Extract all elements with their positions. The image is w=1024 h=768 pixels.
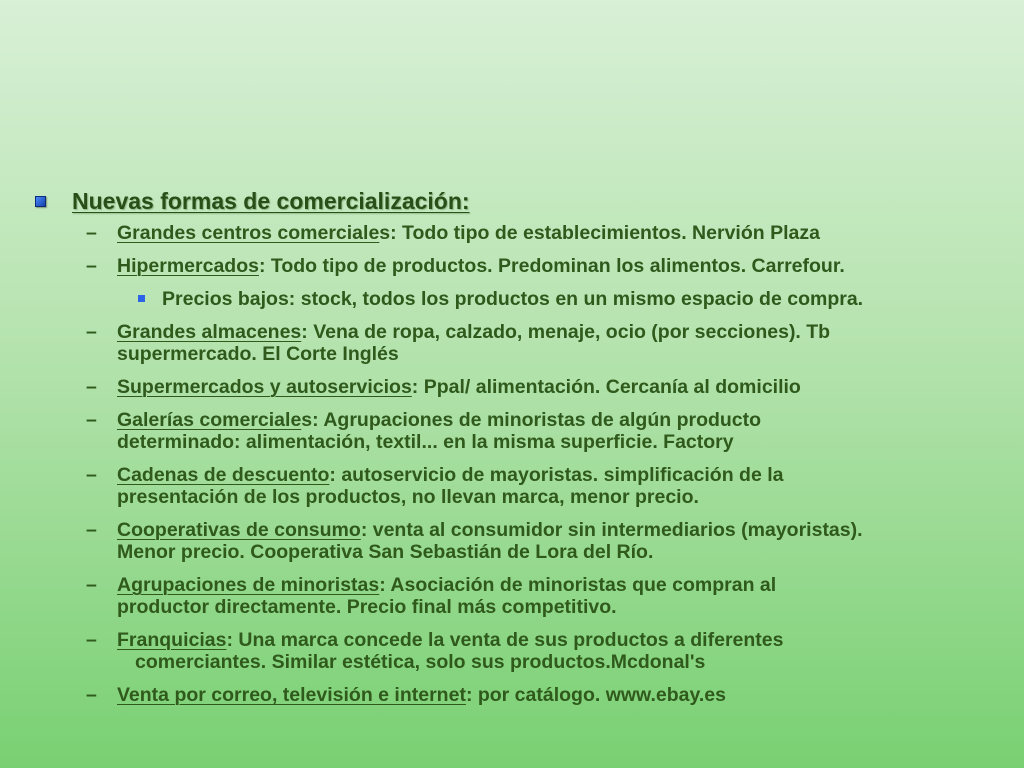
item-term: Grandes almacenes: [117, 321, 302, 343]
list-item: [30, 464, 1005, 508]
dash-bullet: –: [86, 464, 97, 486]
sub-list-item: [30, 288, 1005, 310]
item-term: Agrupaciones de minoristas: [117, 574, 380, 596]
dash-bullet: –: [86, 255, 97, 277]
dash-bullet: –: [86, 409, 97, 431]
list-item: [30, 376, 1005, 398]
list-item: [30, 409, 1005, 453]
item-text-continued: comerciantes. Similar estética, solo sus productos.Mcdonal's: [135, 651, 706, 673]
small-blue-square-bullet-icon: [138, 295, 145, 302]
item-text-continued: supermercado. El Corte Inglés: [117, 343, 399, 365]
item-text: : Todo tipo de productos. Predominan los alimentos. Carrefour.: [258, 255, 845, 277]
item-text-continued: presentación de los productos, no llevan marca, menor precio.: [117, 486, 699, 508]
item-term: Supermercados y autoservicios: [117, 376, 412, 398]
item-text: : autoservicio de mayoristas. simplificación de la: [329, 464, 784, 486]
main-bullet: [30, 184, 1005, 218]
dash-bullet: –: [86, 222, 97, 244]
list-item: [30, 222, 1005, 244]
item-text: : Ppal/ alimentación. Cercanía al domicilio: [411, 376, 801, 398]
item-text: : Una marca concede la venta de sus productos a diferentes: [226, 629, 784, 651]
item-term: Franquicias: [117, 629, 227, 651]
dash-bullet: –: [86, 574, 97, 596]
slide-content: [30, 184, 1005, 717]
list-item: [30, 629, 1005, 673]
item-term: Grandes centros comerciale: [117, 222, 380, 244]
list-item: [30, 519, 1005, 563]
sub-item-text: Precios bajos: stock, todos los productos en un mismo espacio de compra.: [162, 288, 864, 310]
dash-bullet: –: [86, 519, 97, 541]
dash-bullet: –: [86, 376, 97, 398]
dash-bullet: –: [86, 629, 97, 651]
list-item: [30, 574, 1005, 618]
list-item: [30, 255, 1005, 277]
item-term: Venta por correo, televisión e internet: [117, 684, 466, 706]
item-term: Cooperativas de consumo: [117, 519, 361, 541]
item-term: Galerías comerciale: [117, 409, 302, 431]
dash-bullet: –: [86, 321, 97, 343]
item-text: : venta al consumidor sin intermediarios (mayoristas).: [360, 519, 863, 541]
item-term: Hipermercados: [117, 255, 259, 277]
item-text-continued: determinado: alimentación, textil... en la misma superficie. Factory: [117, 431, 734, 453]
heading: Nuevas formas de comercialización:: [72, 188, 470, 214]
item-text: : Asociación de minoristas que compran al: [379, 574, 777, 596]
item-text: : Vena de ropa, calzado, menaje, ocio (por secciones). Tb: [301, 321, 831, 343]
item-text-continued: Menor precio. Cooperativa San Sebastián de Lora del Río.: [117, 541, 654, 563]
blue-square-bullet-icon: [35, 196, 46, 207]
item-text-continued: productor directamente. Precio final más competitivo.: [117, 596, 617, 618]
item-text: s: Agrupaciones de minoristas de algún producto: [301, 409, 762, 431]
item-text: : por catálogo. www.ebay.es: [465, 684, 726, 706]
item-term: Cadenas de descuento: [117, 464, 330, 486]
list-item: [30, 321, 1005, 365]
dash-bullet: –: [86, 684, 97, 706]
item-text: s: Todo tipo de establecimientos. Nervión Plaza: [379, 222, 820, 244]
list-item: [30, 684, 1005, 706]
